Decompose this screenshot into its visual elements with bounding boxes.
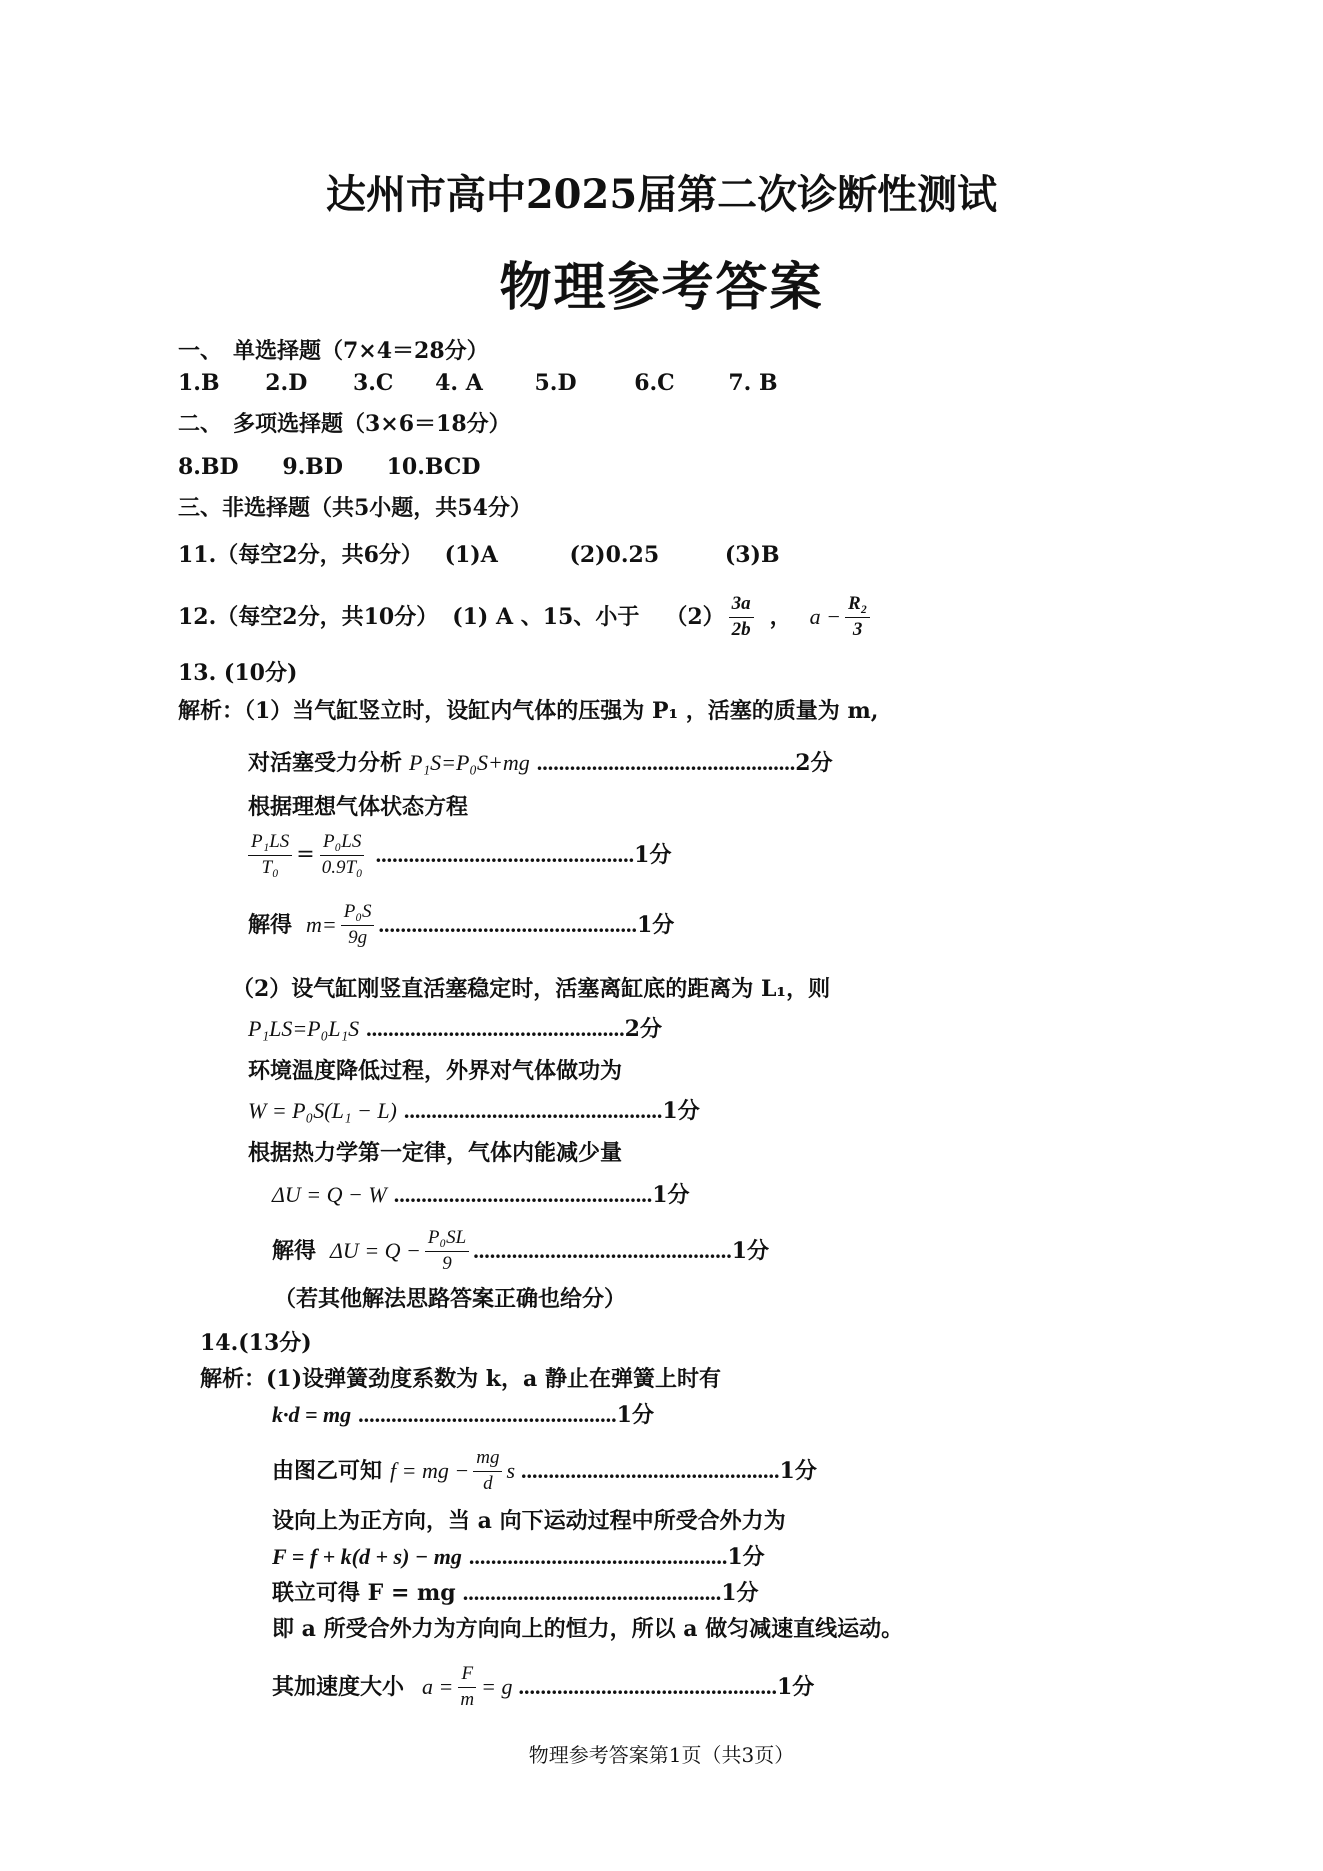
q14-label: 14.(13分): [200, 1330, 312, 1356]
q13-solve-dots: ...............................................: [378, 912, 637, 938]
q13-final-dots: ...............................................: [473, 1238, 732, 1264]
q14-eq3-dots: ...............................................: [462, 1580, 722, 1605]
answer-7: 7. B: [728, 370, 778, 396]
q14-graph-pre: f = mg −: [390, 1458, 470, 1484]
q14-eq2: F = f + k(d + s) − mg: [272, 1544, 462, 1569]
answer-9: 9.BD: [282, 454, 343, 480]
q14-eq1-dots: ...............................................: [358, 1402, 617, 1427]
q13-solve-den: 9g: [348, 926, 368, 948]
q14-acc-score: 1分: [776, 1674, 815, 1701]
q14-acc-text: 其加速度大小: [272, 1674, 405, 1701]
q14-eq1-score: 1分: [616, 1402, 654, 1428]
q13-gas-eq-sign: =: [296, 842, 315, 868]
q14-acc-pre: a =: [422, 1674, 454, 1700]
answer-3: 3.C: [352, 370, 394, 396]
q13-first-law-dots: ...............................................: [393, 1182, 653, 1207]
q13-work-text: 环境温度降低过程，外界对气体做功为: [248, 1058, 623, 1084]
section2-heading: 二、 多项选择题（3×6＝18分）: [178, 411, 511, 437]
q14-graph-frac: [473, 1448, 502, 1495]
q13-gas-frac-1: [248, 832, 292, 879]
q11-answer-1: (1)A: [444, 542, 498, 568]
answer-2: 2.D: [265, 370, 308, 396]
q12-line: [178, 594, 874, 641]
q13-intro: 解析：（1）当气缸竖立时，设缸内气体的压强为 P₁ ，活塞的质量为 m,: [178, 698, 879, 724]
q13-force-eq: P₁S=P₀S+mg: [409, 750, 530, 775]
q14-conclusion: 即 a 所受合外力为方向向上的恒力，所以 a 做匀减速直线运动。: [272, 1616, 904, 1642]
q14-eq3-line: [272, 1582, 759, 1605]
q13-solve-num: P₀S: [341, 902, 375, 926]
section3-heading: 三、非选择题（共5小题，共54分）: [178, 495, 532, 521]
q13-gas-frac-2: [319, 832, 366, 879]
q13-gas-frac2-den: 0.9T₀: [321, 856, 363, 878]
q13-solve-frac: [341, 902, 375, 949]
answer-5: 5.D: [534, 370, 577, 396]
q13-work-line: [248, 1100, 700, 1123]
q13-final-num: P₀SL: [425, 1228, 469, 1252]
q13-first-law-score: 1分: [652, 1182, 690, 1208]
q14-acc-post: = g: [481, 1674, 513, 1700]
section1-answers: [178, 372, 778, 394]
q14-graph-num: mg: [473, 1448, 502, 1472]
q12-fraction-1: [729, 594, 754, 641]
q12-separator: ，: [769, 604, 792, 631]
answer-8: 8.BD: [178, 454, 239, 480]
q13-first-law-text: 根据热力学第一定律，气体内能减少量: [248, 1140, 623, 1166]
q13-force-score: 2分: [795, 750, 833, 776]
q13-iso-line: [248, 1018, 662, 1041]
q14-acc-den: m: [460, 1688, 475, 1710]
q14-direction-text: 设向上为正方向，当 a 向下运动过程中所受合外力为: [272, 1508, 786, 1534]
q13-solve-score: 1分: [636, 912, 675, 939]
q13-work-dots: ...............................................: [403, 1098, 663, 1123]
q13-work-eq: W = P₀S(L₁ − L): [248, 1098, 397, 1123]
answer-6: 6.C: [634, 370, 675, 396]
q13-force-dots: ...............................................: [536, 750, 796, 775]
q14-acc-line: [272, 1664, 814, 1711]
q13-final-line: [272, 1228, 769, 1275]
answer-1: 1.B: [178, 370, 220, 396]
q13-gas-frac1-num: P₁LS: [248, 832, 292, 856]
q14-graph-dots: ...............................................: [521, 1458, 780, 1484]
q14-intro: 解析：(1)设弹簧劲度系数为 k，a 静止在弹簧上时有: [200, 1366, 721, 1392]
answer-10: 10.BCD: [386, 454, 481, 480]
q12-label: 12.（每空2分，共10分）: [178, 604, 439, 631]
q13-final-pre: ΔU = Q −: [330, 1238, 421, 1264]
section2-answers: [178, 456, 481, 478]
q12-frac2-den: 3: [852, 618, 863, 640]
q13-force-line: [248, 752, 833, 775]
q13-gas-frac1-den: T₀: [261, 856, 279, 878]
q12-frac1-num: 3a: [729, 594, 754, 618]
q12-part1: (1) A 、15、小于: [452, 604, 640, 631]
q13-gas-dots: ...............................................: [375, 842, 635, 868]
answer-4: 4. A: [435, 370, 483, 396]
q14-acc-frac: [457, 1664, 477, 1711]
q14-eq2-line: [272, 1546, 765, 1569]
page-footer: 物理参考答案第1页（共3页）: [528, 1743, 795, 1767]
q14-eq3-score: 1分: [721, 1580, 759, 1606]
q13-final-frac: [425, 1228, 469, 1275]
q12-frac1-den: 2b: [731, 618, 751, 640]
q12-fraction-2: [845, 594, 870, 641]
q11-answer-3: (3)B: [724, 542, 780, 568]
q13-force-text: 对活塞受力分析: [248, 750, 403, 776]
q11-label: 11.（每空2分，共6分）: [178, 542, 423, 568]
q13-label: 13. (10分): [178, 660, 298, 686]
q13-solve-line: [248, 902, 674, 949]
q13-first-law-eq: ΔU = Q − W: [272, 1182, 387, 1207]
q14-graph-den: d: [483, 1472, 493, 1494]
q13-iso-score: 2分: [624, 1016, 662, 1042]
q13-solve-text: 解得: [248, 912, 293, 939]
q14-eq1-line: [272, 1404, 654, 1427]
q13-note: （若其他解法思路答案正确也给分）: [274, 1286, 627, 1312]
q14-eq1: k·d = mg: [272, 1402, 352, 1427]
q13-gas-law-text: 根据理想气体状态方程: [248, 794, 469, 820]
q13-gas-score: 1分: [634, 842, 672, 869]
q12-part2: （2）: [665, 604, 725, 631]
q13-gas-frac2-num: P₀LS: [320, 832, 364, 856]
q13-solve-pre: m=: [306, 912, 337, 938]
q13-part2-intro: （2）设气缸刚竖直活塞稳定时，活塞离缸底的距离为 L₁，则: [232, 976, 831, 1002]
q14-acc-num: F: [458, 1664, 476, 1688]
q14-acc-dots: ...............................................: [518, 1674, 777, 1700]
section1-heading: 一、 单选择题（7×4＝28分）: [178, 338, 489, 364]
q13-final-text: 解得: [272, 1238, 317, 1265]
q14-graph-line: [272, 1448, 817, 1495]
q13-iso-dots: ...............................................: [366, 1016, 625, 1041]
q13-final-score: 1分: [731, 1238, 769, 1265]
document-subtitle: 物理参考答案: [499, 257, 824, 318]
q13-iso-eq: P₁LS=P₀L₁S: [248, 1016, 360, 1041]
q12-expr-pre: a −: [809, 604, 842, 630]
q11-line: [178, 544, 780, 566]
q14-graph-post: s: [506, 1458, 516, 1484]
q11-answer-2: (2)0.25: [569, 542, 660, 568]
document-title: 达州市高中2025届第二次诊断性测试: [325, 171, 998, 218]
q14-eq2-score: 1分: [727, 1544, 765, 1570]
q14-graph-text: 由图乙可知: [272, 1458, 383, 1485]
q13-gas-eq-line: [244, 832, 671, 879]
q13-final-den: 9: [442, 1252, 452, 1274]
q14-graph-score: 1分: [779, 1458, 817, 1485]
q12-frac2-num: R₂: [845, 594, 870, 618]
q14-eq3: 联立可得 F = mg: [272, 1580, 456, 1606]
q13-first-law-line: [272, 1184, 690, 1207]
q14-eq2-dots: ...............................................: [468, 1544, 728, 1569]
q13-work-score: 1分: [662, 1098, 700, 1124]
